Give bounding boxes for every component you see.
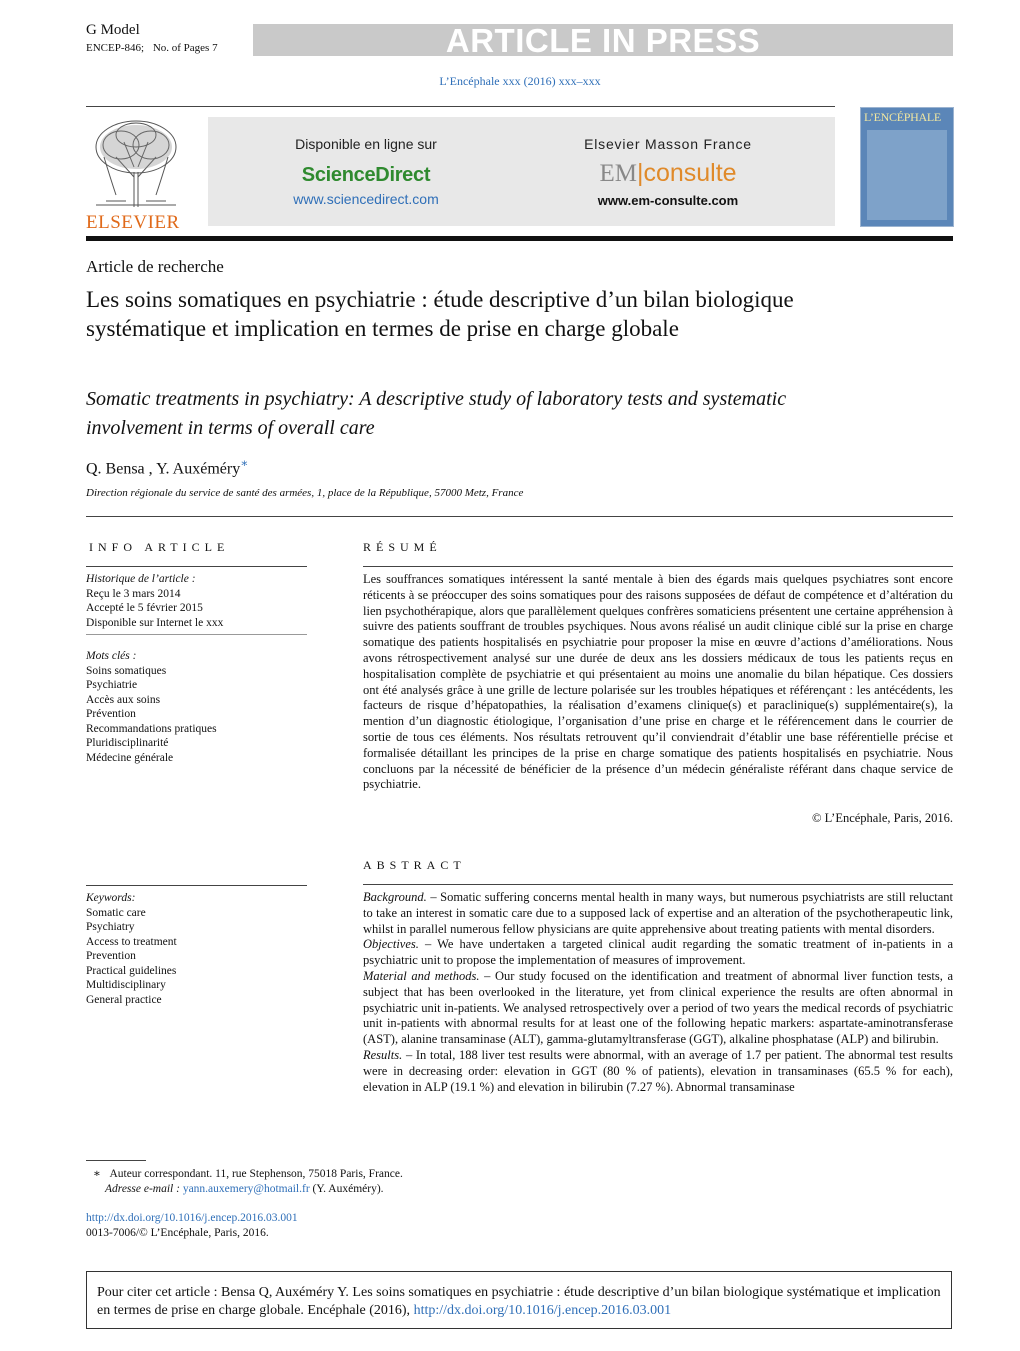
abstract-methods: Material and methods. – Our study focused on the identification and treatment of abnormal liver function tests, a subject that has been overlooked in the literature, yet from clinical experience the results are often abnormal in psychiatric unit in-patients. We analysed retrospectively over a period of two years the medical records of psychiatric unit in-patients with abnormal results for at least one of the following hepatic markers: aspartate-aminotransferase (AST), alanine transaminase (ALT), gamma-glutamyltransferase (GGT), alkaline phosphatase (ALP) and bilirubin. — [363, 968, 953, 1047]
keyword-en: Access to treatment — [86, 935, 177, 948]
citation-box — [86, 1271, 952, 1329]
article-title: Les soins somatiques en psychiatrie : étude descriptive d’un bilan biologique systématique et implication en termes de prise en charge globale — [86, 287, 794, 341]
keywords-en-label: Keywords: — [86, 892, 136, 904]
keyword-fr: Médecine générale — [86, 751, 174, 764]
footnote-rule — [86, 1160, 146, 1161]
keyword-fr: Accès aux soins — [86, 693, 161, 706]
em-consulte-block — [518, 117, 818, 208]
header-thick-rule — [86, 236, 953, 241]
journal-reference[interactable]: L’Encéphale xxx (2016) xxx–xxx — [439, 74, 601, 88]
abstract-objectives: Objectives. – We have undertaken a targeted clinical audit regarding the somatic treatment of in-patients in a psychiatric unit to propose the implementation of measures of improvement. — [363, 937, 953, 968]
email-link[interactable]: yann.auxemery@hotmail.fr — [182, 1183, 310, 1195]
resume-heading: RÉSUMÉ — [363, 540, 442, 554]
elsevier-tree-icon — [86, 117, 186, 209]
keyword-fr: Soins somatiques — [86, 664, 167, 677]
citation-doi-link[interactable]: http://dx.doi.org/10.1016/j.encep.2016.03.001 — [413, 1303, 672, 1318]
abstract-results: Results. – In total, 188 liver test results were abnormal, with an average of 1.7 per patient. The abnormal test results were in decreasing order: elevation in GGT (80 % of patients), elevation in transaminases (65.5 % for each), elevation in ALP (19.1 %) and elevation in bilirubin (7.27 %). Abnormal transaminase — [363, 1047, 953, 1094]
abstract-heading: ABSTRACT — [363, 858, 466, 872]
keyword-en: Practical guidelines — [86, 964, 177, 977]
french-keywords — [86, 649, 316, 765]
article-type: Article de recherche — [86, 257, 224, 276]
em-logo-text: EM — [599, 160, 637, 187]
sciencedirect-brand: ScienceDirect — [301, 164, 431, 186]
abstract-background: Background. – Somatic suffering concerns mental health in many ways, but numerous psychiatrists are still reluctant to take an interest in somatic care due to a supposed lack of expertise and an alteration of the psychotherapeutic link, whilst in parallel numerous fellow physicians are quite apprehensive about treating patients with mental disorders. — [363, 890, 953, 936]
resume-copyright: © L’Encéphale, Paris, 2016. — [812, 811, 953, 825]
keyword-en: Prevention — [86, 950, 136, 962]
objectives-label: Objectives. — [363, 937, 419, 952]
footnote-author: Auteur correspondant. 11, rue Stephenson, 75018 Paris, France. — [109, 1168, 403, 1180]
journal-code: ENCEP-846; — [86, 42, 145, 54]
info-article-heading: INFO ARTICLE — [89, 540, 230, 554]
info-divider — [86, 634, 307, 635]
consulte-logo-text: consulte — [643, 159, 737, 187]
issn-line: 0013-7006/© L’Encéphale, Paris, 2016. — [86, 1227, 269, 1239]
title-rule — [86, 516, 953, 517]
background-label: Background. — [363, 890, 427, 904]
sciencedirect-link[interactable]: www.sciencedirect.com — [293, 191, 439, 207]
header-rule — [86, 106, 835, 107]
publisher-label: Elsevier Masson France — [584, 136, 752, 152]
history-label: Historique de l’article : — [86, 573, 196, 585]
article-in-press-banner: ARTICLE IN PRESS — [253, 24, 953, 56]
results-label: Results. — [363, 1047, 403, 1062]
page-count: No. of Pages 7 — [152, 42, 218, 54]
info-rule — [86, 566, 307, 567]
availability-banner — [208, 117, 835, 226]
english-keywords — [86, 891, 316, 1007]
abstract-text — [363, 890, 953, 1130]
email-label: Adresse e-mail : — [105, 1183, 180, 1195]
affiliation: Direction régionale du service de santé des armées, 1, place de la République, 57000 Metz, France — [86, 487, 524, 499]
cover-artwork — [867, 130, 947, 220]
cover-title: L’ENCÉPHALE — [864, 110, 941, 124]
available-online-label: Disponible en ligne sur — [295, 136, 437, 152]
citation-text: Pour citer cet article : Bensa Q, Auxéméry Y. Les soins somatiques en psychiatrie : étude descriptive d’un bilan biologique systématique et implication en termes de prise en charge globale. Encéphale (2016), — [97, 1285, 941, 1318]
resume-text: Les souffrances somatiques intéressent la santé mentale à bien des égards mais quelques psychiatres sont encore réticents à se préoccuper des soins somatiques pour des raisons supposées de défaut de compétence et d’altération du lien psychothérapique, alors que parallèlement quelques confrères somaticiens présentent une certaine appréhension à suivre des patients souffrant de troubles psychiques. Nous avons réalisé un audit clinique ciblé sur la prise en charge somatique des patients hospitalisés en psychiatrie pour proposer la mise en œuvre d’actions d’améliorations. Nous avons rétrospectivement analysé sur une durée de deux ans les dossiers médicaux de tous les patients reçus en hospitalisation complète de psychiatrie et qui présentaient au moins une anomalie du bilan hépatique. Ces dossiers ont été analysés grâce à une grille de lecture polarisée sur les troubles hépatiques et référençant : les antécédents, les facteurs de risque d’hépatopathies, la réalisation d’examens clinique(s) et paraclinique(s) supplémentaire(s), la mention d’un diagnostic étiologique, l’organisation d’une prise en charge et le référencement dans le courrier de sortie de tous ces éléments. Nos résultats retrouvent qu’il conviendrait d’établir une base référentielle précise et formalisée détaillant les principes de la prise en charge somatique des patients hospitalisés en psychiatrie. Nous concluons par la nécessité de bénéficier de la présence d’un médecin généraliste référant dans chaque service de psychiatrie. — [363, 572, 953, 792]
keyword-en: Somatic care — [86, 906, 146, 919]
corresponding-author-footnote — [93, 1167, 793, 1197]
keyword-fr: Pluridisciplinarité — [86, 737, 169, 749]
keywords-fr-label: Mots clés : — [86, 650, 137, 662]
g-model-label: G Model — [86, 22, 140, 38]
resume-rule — [363, 566, 953, 567]
elsevier-logo-text: ELSEVIER — [86, 212, 180, 233]
article-subtitle-english: Somatic treatments in psychiatry: A descriptive study of laboratory tests and systematic involvement in terms of overall care — [86, 388, 787, 439]
keyword-en: Multidisciplinary — [86, 979, 166, 991]
sciencedirect-block — [216, 117, 516, 207]
keyword-fr: Prévention — [86, 708, 136, 720]
keyword-fr: Psychiatrie — [86, 679, 138, 691]
footnote-mark: ∗ — [93, 1168, 101, 1180]
history-online: Disponible sur Internet le xxx — [86, 616, 224, 629]
elsevier-logo — [86, 117, 186, 233]
abstract-rule — [363, 884, 953, 885]
journal-cover-thumbnail — [860, 107, 954, 227]
em-consulte-link[interactable]: www.em-consulte.com — [597, 193, 739, 208]
article-history — [86, 572, 316, 630]
authors: Q. Bensa , Y. Auxéméry — [86, 460, 241, 478]
keyword-en: General practice — [86, 993, 162, 1006]
doi-link[interactable]: http://dx.doi.org/10.1016/j.encep.2016.03.001 — [86, 1212, 298, 1224]
author-list — [86, 456, 248, 478]
history-received: Reçu le 3 mars 2014 — [86, 587, 181, 600]
corresponding-author-mark[interactable]: ∗ — [240, 456, 249, 470]
methods-label: Material and methods. — [363, 968, 480, 983]
keyword-en: Psychiatry — [86, 921, 135, 933]
manuscript-code — [86, 42, 224, 54]
keywords-en-rule — [86, 885, 307, 886]
email-suffix: (Y. Auxéméry). — [312, 1183, 384, 1195]
history-accepted: Accepté le 5 février 2015 — [86, 602, 203, 614]
em-consulte-brand: EM|consulte — [599, 159, 737, 187]
keyword-fr: Recommandations pratiques — [86, 722, 217, 735]
